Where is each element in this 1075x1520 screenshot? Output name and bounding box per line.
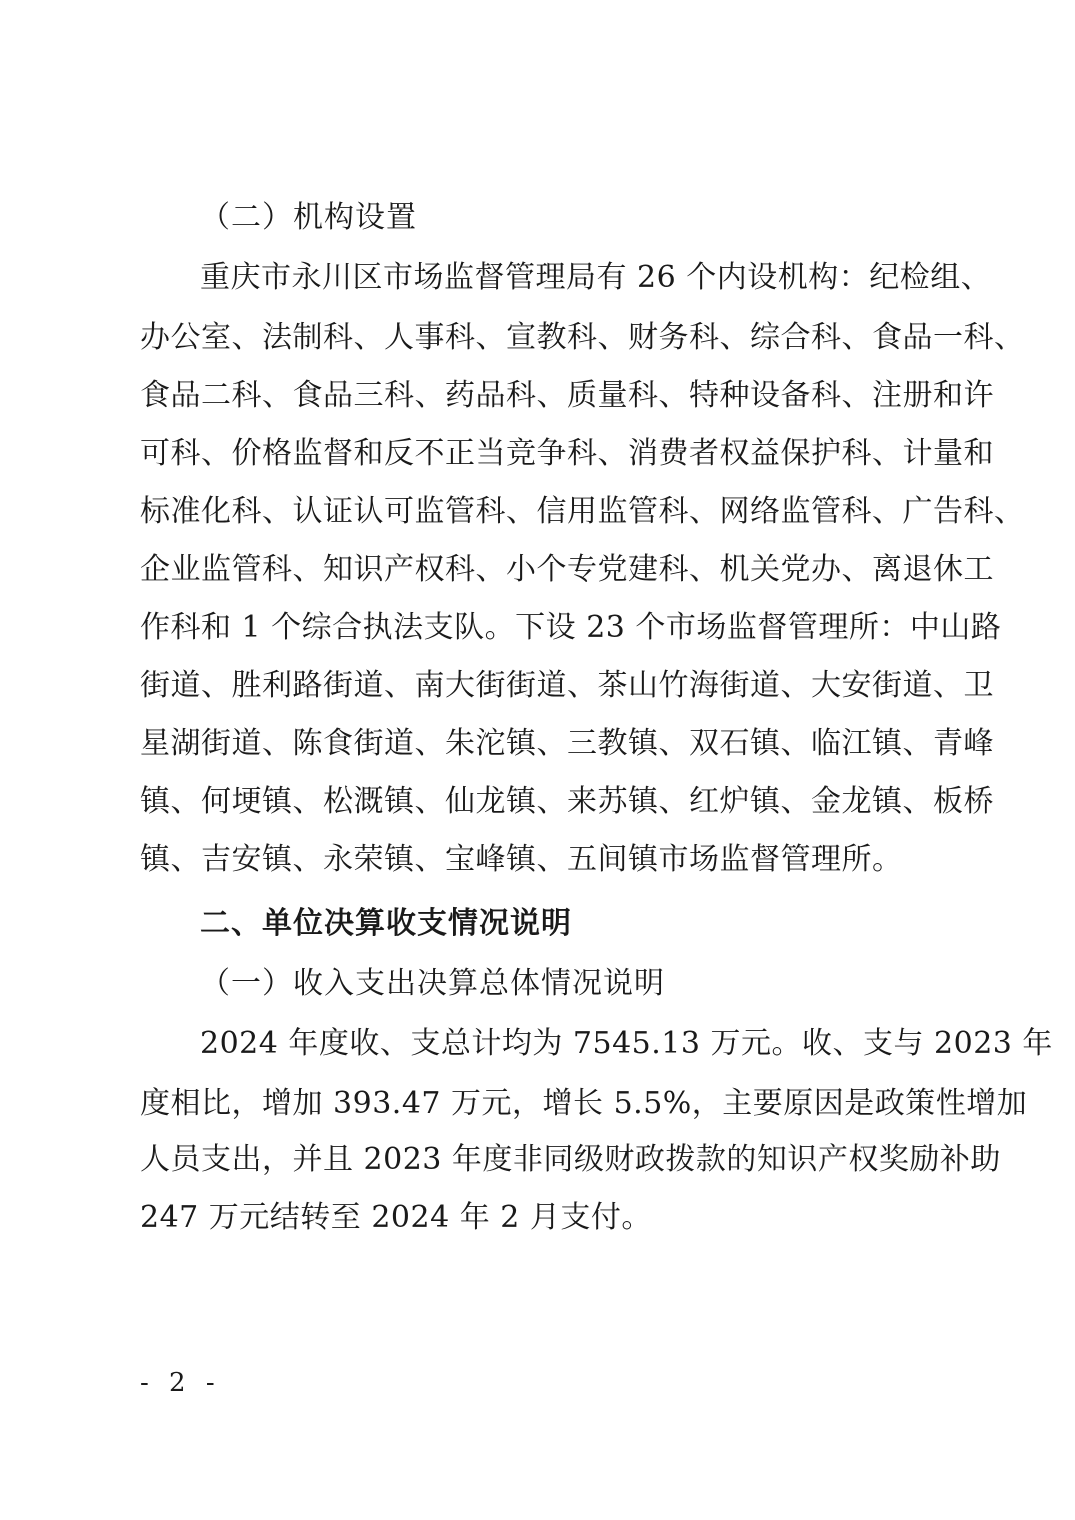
org-paragraph-line: 办公室、法制科、人事科、宣教科、财务科、综合科、食品一科、 — [140, 320, 1025, 355]
org-paragraph-line: 街道、胜利路街道、南大街街道、茶山竹海街道、大安街道、卫 — [140, 668, 994, 703]
org-paragraph-line: 星湖街道、陈食街道、朱沱镇、三教镇、双石镇、临江镇、青峰 — [140, 726, 994, 761]
income-paragraph-line: 度相比，增加 393.47 万元，增长 5.5%，主要原因是政策性增加 — [140, 1086, 1028, 1121]
org-paragraph-line: 标准化科、认证认可监管科、信用监管科、网络监管科、广告科、 — [140, 494, 1025, 529]
org-setup-heading: （二）机构设置 — [200, 200, 417, 235]
org-paragraph-line: 作科和 1 个综合执法支队。下设 23 个市场监督管理所：中山路 — [140, 610, 1002, 645]
subsection-one-heading: （一）收入支出决算总体情况说明 — [200, 966, 665, 1001]
income-paragraph-line: 人员支出，并且 2023 年度非同级财政拨款的知识产权奖励补助 — [140, 1142, 1001, 1177]
org-paragraph-line: 镇、何埂镇、松溉镇、仙龙镇、来苏镇、红炉镇、金龙镇、板桥 — [140, 784, 994, 819]
org-paragraph-line: 重庆市永川区市场监督管理局有 26 个内设机构：纪检组、 — [200, 260, 992, 295]
income-paragraph-line: 2024 年度收、支总计均为 7545.13 万元。收、支与 2023 年 — [200, 1026, 1053, 1061]
page-number: - 2 - — [140, 1368, 221, 1398]
org-paragraph-line: 食品二科、食品三科、药品科、质量科、特种设备科、注册和许 — [140, 378, 994, 413]
org-paragraph-line: 镇、吉安镇、永荣镇、宝峰镇、五间镇市场监督管理所。 — [140, 842, 903, 877]
org-paragraph-line: 企业监管科、知识产权科、小个专党建科、机关党办、离退休工 — [140, 552, 994, 587]
section-two-heading: 二、单位决算收支情况说明 — [200, 906, 572, 941]
org-paragraph-line: 可科、价格监督和反不正当竞争科、消费者权益保护科、计量和 — [140, 436, 994, 471]
income-paragraph-line: 247 万元结转至 2024 年 2 月支付。 — [140, 1200, 652, 1235]
